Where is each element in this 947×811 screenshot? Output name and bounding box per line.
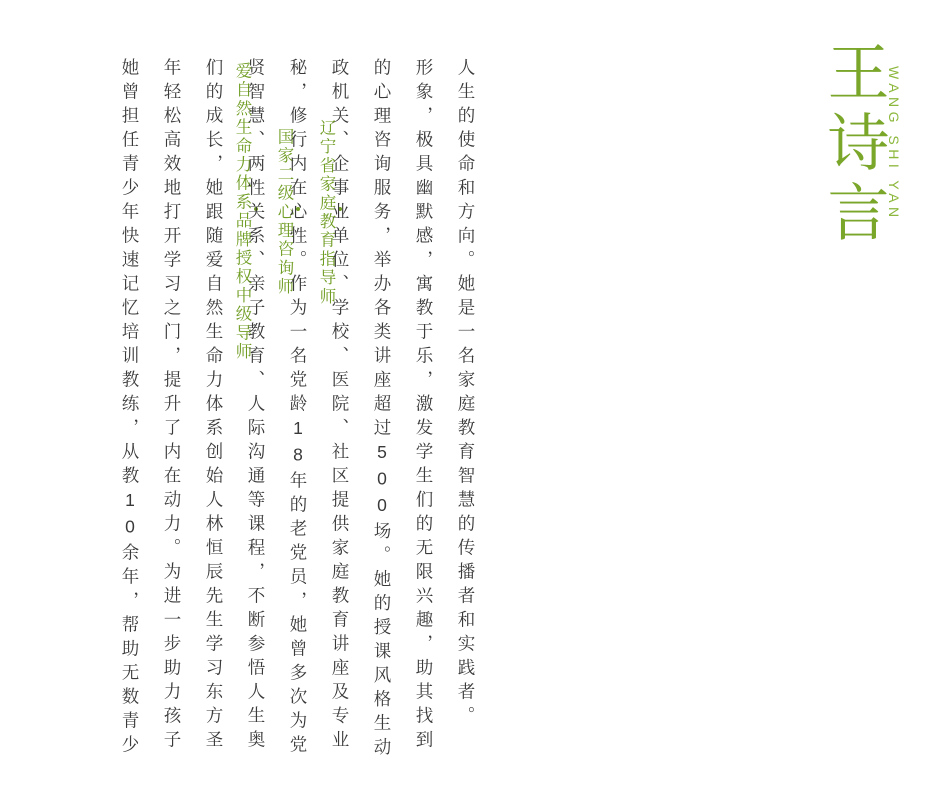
person-name-block	[817, 40, 912, 300]
biography-column: 的心理咨询服务，举办各类讲座超过500场。她的授课风格生动	[372, 58, 392, 762]
biography-column: 形象，极具幽默感，寓教于乐，激发学生们的无限兴趣，助其找到	[414, 58, 434, 754]
biography-column: 人生的使命和方向。她是一名家庭教育智慧的传播者和实践者。	[456, 58, 476, 730]
biography-column: 政机关、企事业单位、学校、医院、社区提供家庭教育讲座及专业	[330, 58, 350, 754]
biography-column: 她曾担任青少年快速记忆培训教练，从教10余年，帮助无数青少	[120, 58, 140, 759]
credential-label: 国家二级心理咨询师	[275, 127, 293, 297]
biography-column: 们的成长，她跟随爱自然生命力体系创始人林恒辰先生学习东方圣	[204, 58, 224, 754]
credential-label: 辽宁省家庭教育指导师	[317, 118, 335, 306]
credential-label: 爱自然生命力体系品牌授权中级导师	[233, 62, 251, 362]
person-name-pinyin: WANG SHI YAN	[886, 66, 902, 222]
biography-column: 贤智慧、两性关系、亲子教育、人际沟通等课程，不断参悟人生奥	[246, 58, 266, 754]
biography-column: 秘，修行内在心性。作为一名党龄18年的老党员，她曾多次为党	[288, 58, 308, 759]
person-name-chinese: 王诗言	[818, 40, 886, 250]
biography-column: 年轻松高效地打开学习之门，提升了内在动力。为进一步助力孩子	[162, 58, 182, 754]
biography-text	[101, 58, 479, 762]
